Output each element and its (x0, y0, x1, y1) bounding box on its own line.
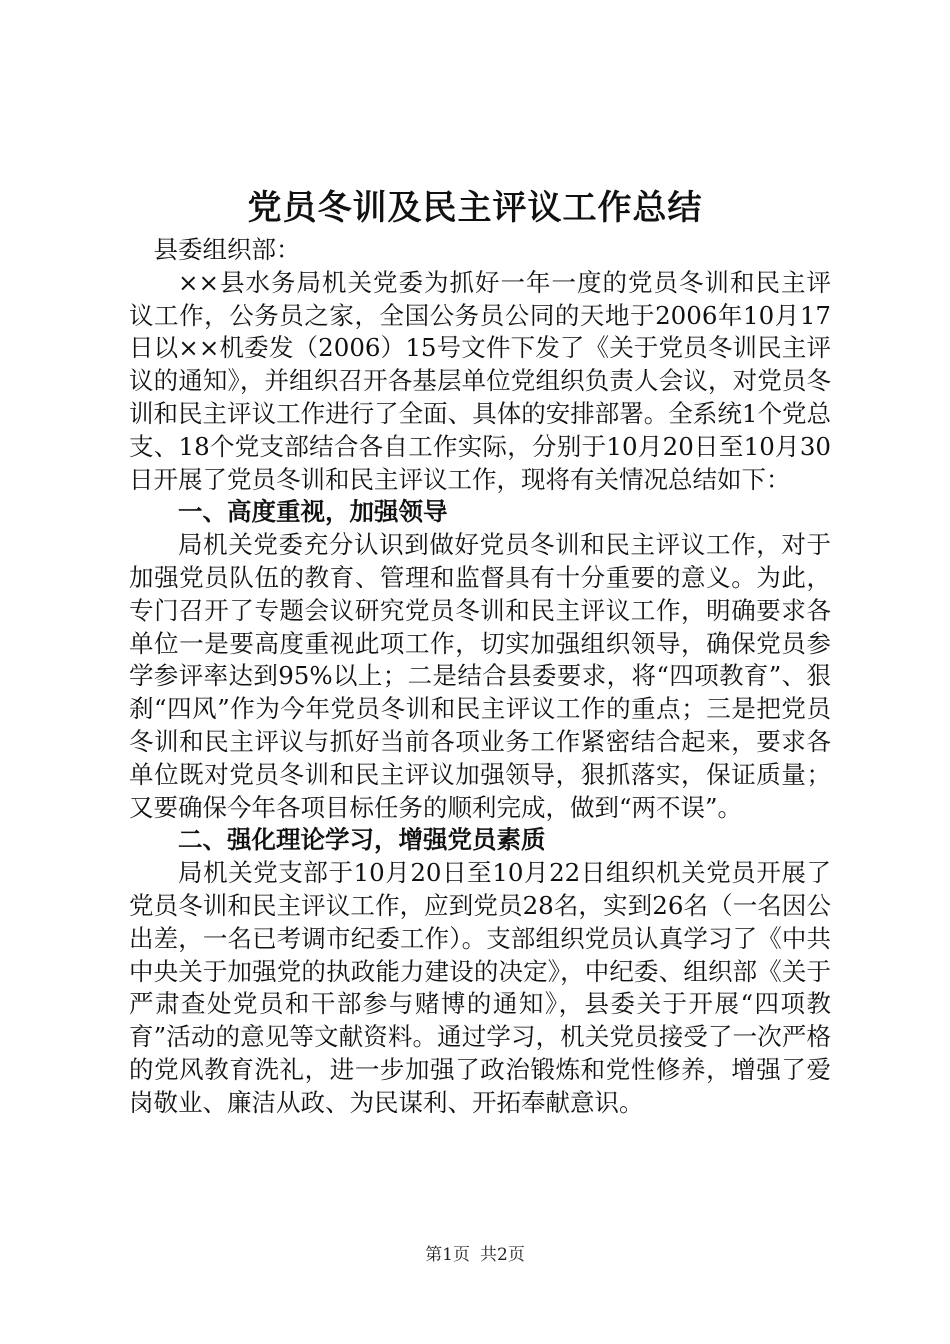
page-total: 共2页 (480, 1245, 525, 1265)
salutation: 县委组织部： (153, 235, 301, 264)
page-footer (0, 1243, 950, 1267)
document-title: 党员冬训及民主评议工作总结 (247, 188, 703, 228)
document-body (129, 234, 831, 1120)
page-number: 第1页 (425, 1245, 470, 1265)
section-heading-1: 一、高度重视，加强领导 (178, 497, 448, 527)
section-paragraph-2: 局机关党支部于10月20日至10月22日组织机关党员开展了党员冬训和民主评议工作，应到党员28名，实到26名（一名因公出差，一名已考调市纪委工作）。支部组织党员认真学习了《中共中央关于加强党的执政能力建设的决定》，中纪委、组织部《关于严肃查处党员和干部参与赌博的通知》，县委关于开展“四项教育”活动的意见等文献资料。通过学习，机关党员接受了一次严格的党风教育洗礼，进一步加强了政治锻炼和党性修养，增强了爱岗敬业、廉洁从政、为民谋利、开拓奉献意识。 (129, 858, 831, 1117)
section-heading-2: 二、强化理论学习，增强党员素质 (178, 825, 546, 855)
section-paragraph-1: 局机关党委充分认识到做好党员冬训和民主评议工作，对于加强党员队伍的教育、管理和监督具有十分重要的意义。为此，专门召开了专题会议研究党员冬训和民主评议工作，明确要求各单位一是要高度重视此项工作，切实加强组织领导，确保党员参学参评率达到95%以上；二是结合县委要求，将“四项教育”、狠刹“四风”作为今年党员冬训和民主评议工作的重点；三是把党员冬训和民主评议与抓好当前各项业务工作紧密结合起来，要求各单位既对党员冬训和民主评议加强领导，狠抓落实，保证质量；又要确保今年各项目标任务的顺利完成，做到“两不误”。 (129, 530, 831, 822)
intro-paragraph: ××县水务局机关党委为抓好一年一度的党员冬训和民主评议工作，公务员之家，全国公务员公同的天地于2006年10月17日以××机委发（2006）15号文件下发了《关于党员冬训民主评议的通知》，并组织召开各基层单位党组织负责人会议，对党员冬训和民主评议工作进行了全面、具体的安排部署。全系统1个党总支、18个党支部结合各自工作实际，分别于10月20日至10月30日开展了党员冬训和民主评议工作，现将有关情况总结如下： (129, 267, 831, 494)
